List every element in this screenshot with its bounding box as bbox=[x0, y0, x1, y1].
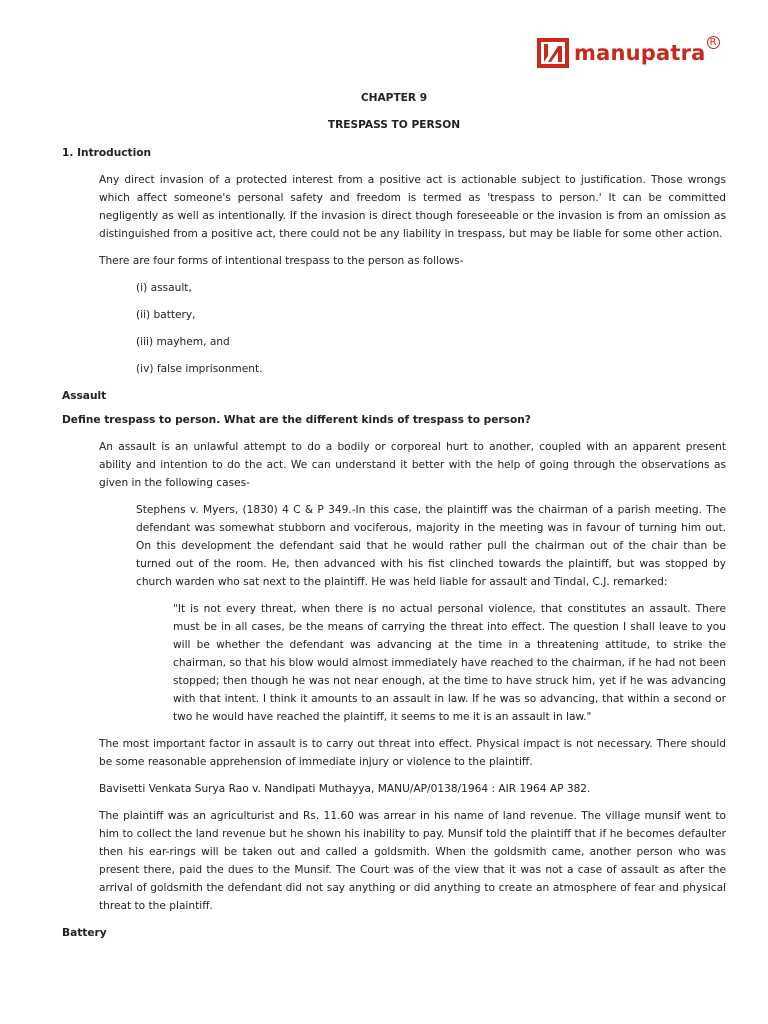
registered-mark: R bbox=[707, 36, 720, 49]
brand-name: manupatra bbox=[574, 40, 706, 65]
forms-intro: There are four forms of intentional trespass to the person as follows- bbox=[99, 255, 464, 267]
document-body bbox=[62, 89, 726, 951]
list-item: (ii) battery, bbox=[136, 309, 196, 321]
list-item: (iii) mayhem, and bbox=[136, 336, 230, 348]
section-heading-battery: Battery bbox=[62, 927, 107, 939]
question-heading: Define trespass to person. What are the different kinds of trespass to person? bbox=[62, 414, 531, 426]
quote-tindal-cj: "It is not every threat, when there is no actual personal violence, that constitutes an assault. There must be in all cases, be the means of carrying the threat into effect. The question I shall leave to you will be whether the defendant was advancing at the time in a threatening attitude, to strike the chairman, so that his blow would almost immediately have reached to the chairman, if he had not been stopped; then though he was not near enough, at the time to have struck him, yet if he was advancing with that intent. I think it amounts to an assault in law. If he was so advancing, that within a second or two he would have reached the plaintiff, it seems to me it is an assault in law." bbox=[173, 603, 726, 723]
case-stephens-v-myers: Stephens v. Myers, (1830) 4 C & P 349.-In this case, the plaintiff was the chairman of a parish meeting. The defendant was somewhat stubborn and vociferous, majority in the meeting was in favour of turning him out. On this development the defendant said that he would rather pull the chairman out of the chair than be turned out of the room. He, then advanced with his fist clinched towards the plaintiff, but was stopped by church warden who sat next to the plaintiff. He was held liable for assault and Tindal, C.J. remarked: bbox=[136, 504, 726, 588]
chapter-title: TRESPASS TO PERSON bbox=[327, 119, 461, 131]
case-facts-bavisetti: The plaintiff was an agriculturist and Rs. 11.60 was arrear in his name of land revenue. The village munsif went to him to collect the land revenue but he shown his inability to pay. Munsif told the plaintiff that if he becomes defaulter then his ear-rings will be taken out and called a goldsmith. When the goldsmith came, another person who was present there, paid the dues to the Munsif. The Court was of the view that it was not a case of assault as after the arrival of goldsmith the defendant did not say anything or did anything to create an atmosphere of fear and physical threat to the plaintiff. bbox=[99, 810, 726, 912]
list-item: (i) assault, bbox=[136, 282, 192, 294]
case-citation-bavisetti: Bavisetti Venkata Surya Rao v. Nandipati Muthayya, MANU/AP/0138/1964 : AIR 1964 AP 382. bbox=[99, 783, 591, 795]
section-heading-assault: Assault bbox=[62, 390, 107, 402]
important-factor-paragraph: The most important factor in assault is to carry out threat into effect. Physical impact is not necessary. There should be some reasonable apprehension of immediate injury or violence to the plaintiff. bbox=[99, 738, 726, 768]
chapter-number: CHAPTER 9 bbox=[360, 92, 428, 104]
forms-list bbox=[62, 279, 726, 378]
section-heading-introduction: 1. Introduction bbox=[62, 147, 152, 159]
manupatra-logo bbox=[536, 35, 720, 71]
intro-paragraph: Any direct invasion of a protected interest from a positive act is actionable subject to justification. Those wrongs which affect someone's personal safety and freedom is termed as 'trespass to person.' It can be committed negligently as well as intentionally. If the invasion is direct though foreseeable or the invasion is from an omission as distinguished from a positive act, there could not be any liability in trespass, but may be liable for some other action. bbox=[99, 174, 726, 240]
manupatra-logo-icon bbox=[536, 37, 570, 69]
list-item: (iv) false imprisonment. bbox=[136, 363, 263, 375]
assault-definition: An assault is an unlawful attempt to do a bodily or corporeal hurt to another, coupled with an apparent present ability and intention to do the act. We can understand it better with the help of going through the observations as given in the following cases- bbox=[99, 441, 726, 489]
